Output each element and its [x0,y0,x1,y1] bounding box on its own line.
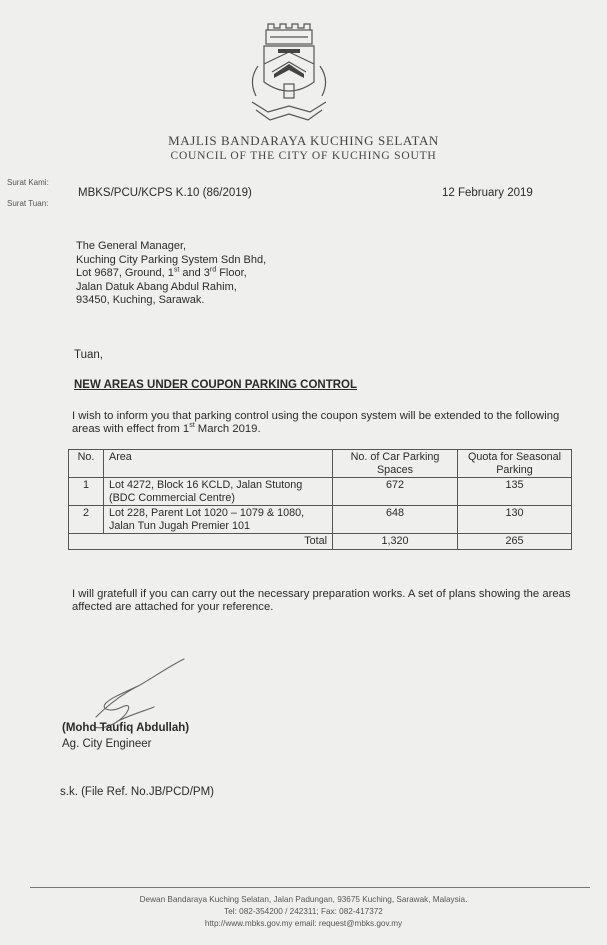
surat-tuan-label: Surat Tuan: [7,199,49,208]
subject-heading: NEW AREAS UNDER COUPON PARKING CONTROL [74,379,358,391]
reference-number: MBKS/PCU/KCPS K.10 (86/2019) [78,187,252,199]
table-row [69,478,572,506]
address-line: Lot 9687, Ground, 1st and 3rd Floor, [76,266,247,279]
address-line: Kuching City Parking System Sdn Bhd, [76,253,267,266]
table-header-row [69,450,572,478]
org-name-malay: MAJLIS BANDARAYA KUCHING SELATAN [168,133,439,148]
body-paragraph-1: I wish to inform you that parking control using the coupon system will be extended to the following areas with effect from 1st March 2019. [72,410,560,435]
footer-address: Dewan Bandaraya Kuching Selatan, Jalan Padungan, 93675 Kuching, Sarawak, Malaysia. [139,895,468,904]
cell-no: 2 [69,506,104,534]
copy-reference: s.k. (File Ref. No.JB/PCD/PM) [60,786,214,798]
surat-kami-label: Surat Kami: [7,178,49,187]
address-line: 93450, Kuching, Sarawak. [76,294,205,306]
total-seasonal-quota: 265 [458,534,572,550]
header-no: No. [69,450,104,478]
signatory-title: Ag. City Engineer [62,738,152,750]
cell-seasonal-quota: 130 [458,506,572,534]
org-name-english: COUNCIL OF THE CITY OF KUCHING SOUTH [170,150,437,162]
total-car-spaces: 1,320 [333,534,458,550]
address-line: Jalan Datuk Abang Abdul Rahim, [76,280,237,293]
table-total-row [69,534,572,550]
cell-car-spaces: 672 [333,478,458,506]
parking-areas-table [68,449,572,550]
cell-area: Lot 4272, Block 16 KCLD, Jalan Stutong (BDC Commercial Centre) [104,478,333,506]
cell-no: 1 [69,478,104,506]
footer-web: http://www.mbks.gov.my email: request@mbks.gov.my [204,919,403,928]
salutation: Tuan, [74,349,103,361]
body-paragraph-2: I will gratefull if you can carry out the necessary preparation works. A set of plans showing the areas affected are attached for your reference. [72,588,571,613]
header-area: Area [104,450,333,478]
city-crest-icon [238,22,338,130]
header-car-spaces: No. of Car Parking Spaces [333,450,458,478]
footer-divider [30,887,590,888]
cell-car-spaces: 648 [333,506,458,534]
cell-area: Lot 228, Parent Lot 1020 – 1079 & 1080, Jalan Tun Jugah Premier 101 [104,506,333,534]
signatory-name: (Mohd Taufiq Abdullah) [62,722,190,734]
table-row [69,506,572,534]
header-seasonal-quota: Quota for Seasonal Parking [458,450,572,478]
letter-date: 12 February 2019 [442,187,533,199]
footer-phone: Tel: 082-354200 / 242311; Fax: 082-417372 [224,907,383,916]
total-label: Total [69,534,333,550]
cell-seasonal-quota: 135 [458,478,572,506]
address-line: The General Manager, [76,240,187,252]
recipient-address [76,240,266,308]
